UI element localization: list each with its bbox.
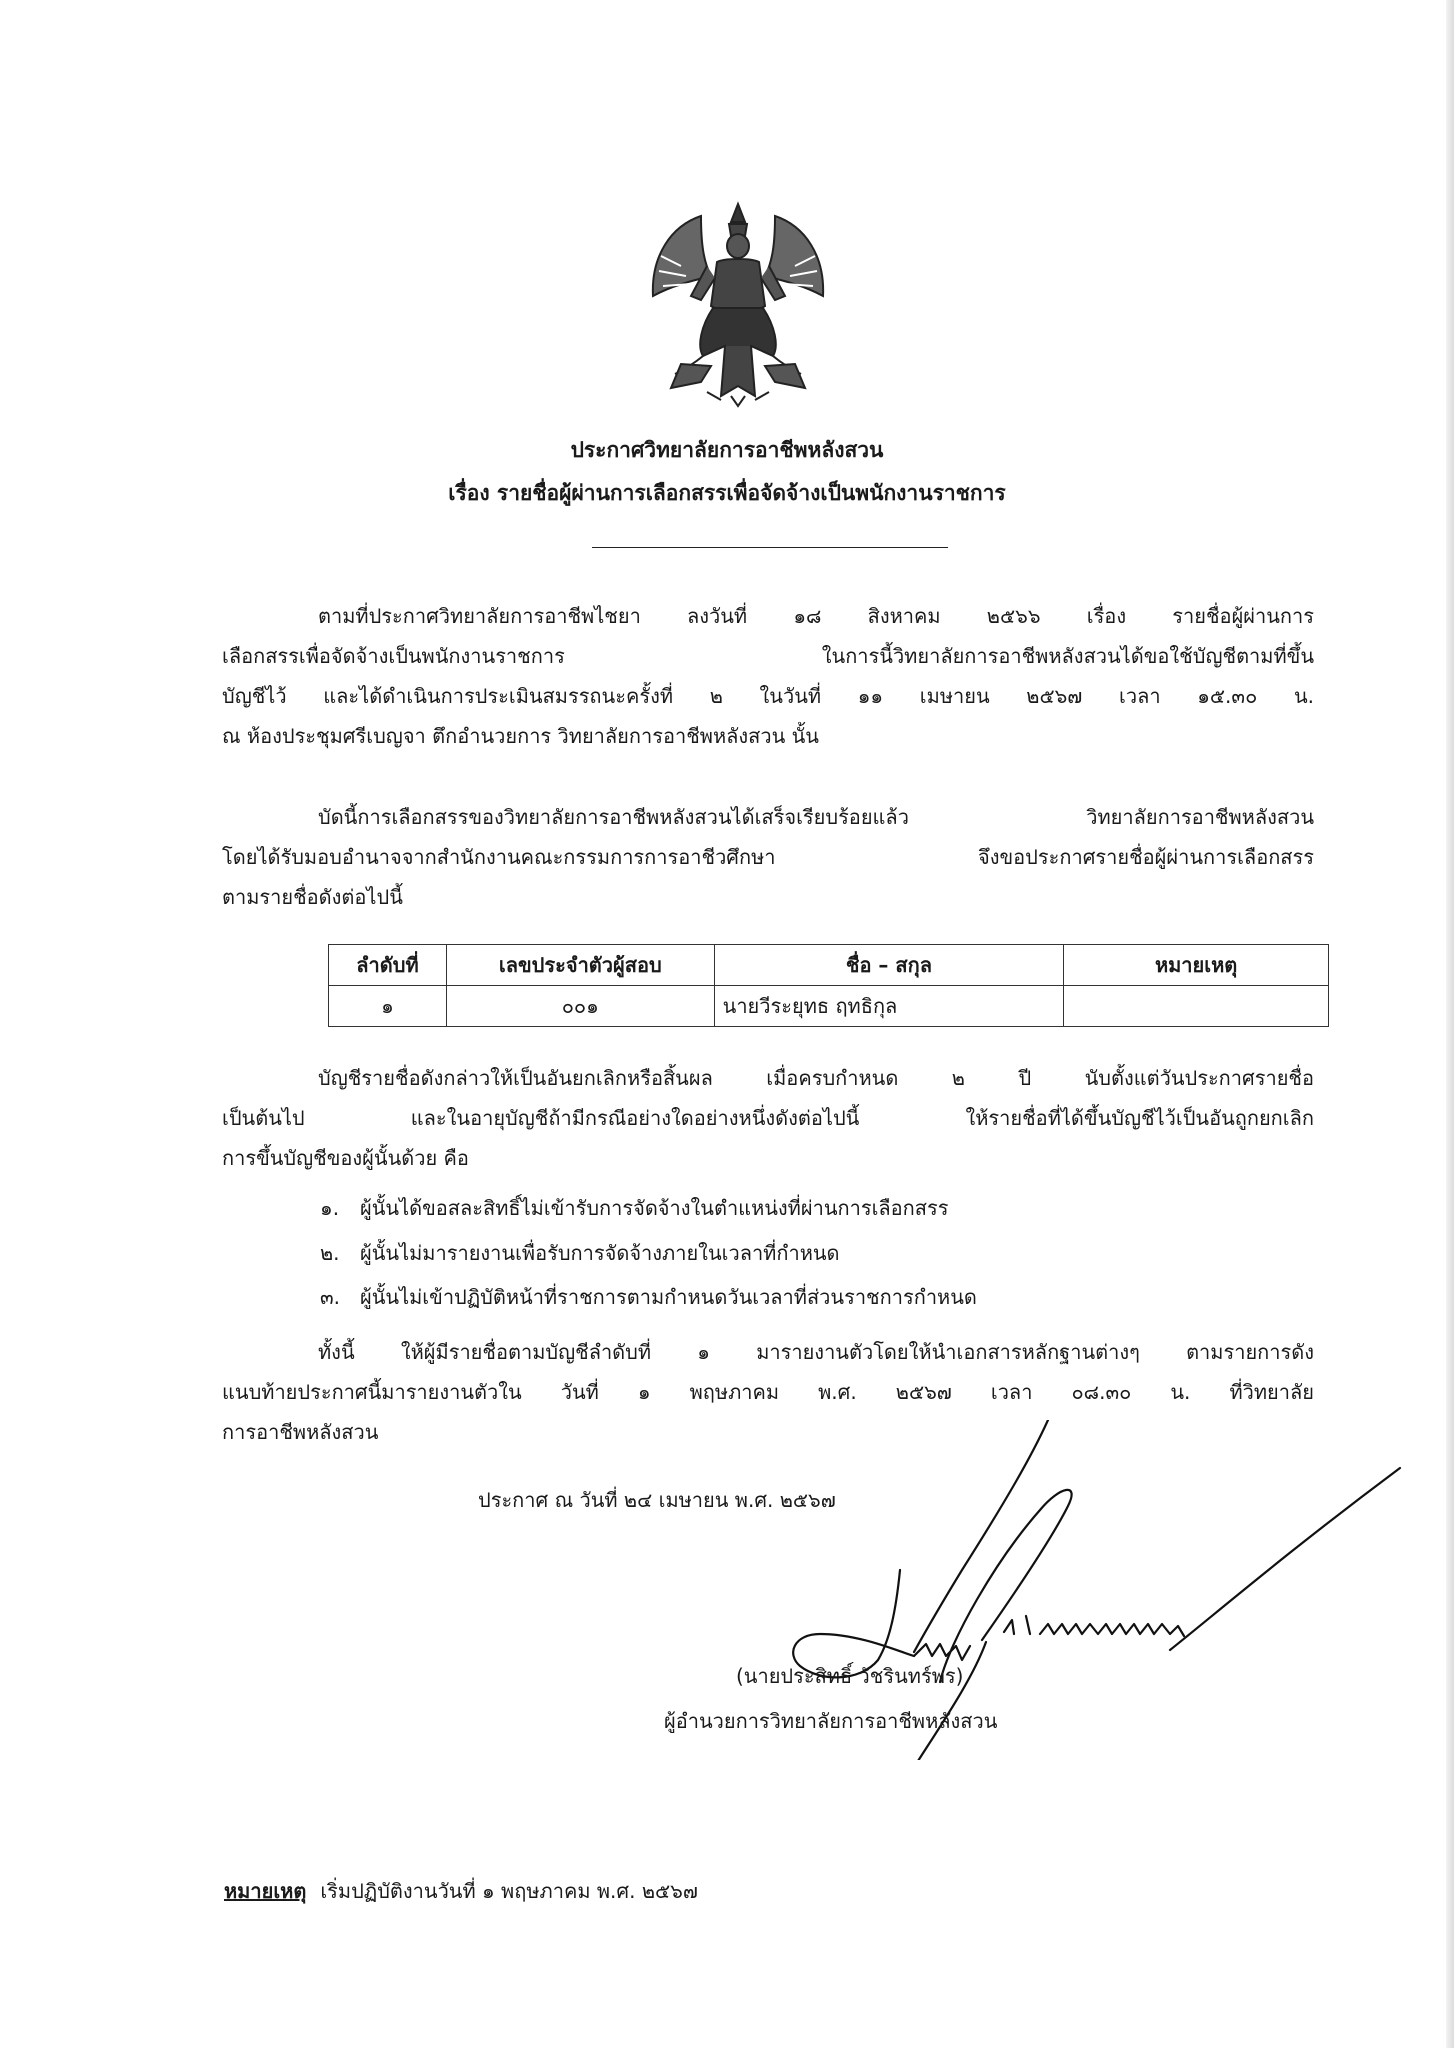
results-table: [328, 944, 1329, 1027]
signatory-name: (นายประสิทธิ์ วัชรินทร์พร): [736, 1664, 964, 1688]
paragraph-line: ตามที่ประกาศวิทยาลัยการอาชีพไชยา ลงวันที่ ๑๘ สิงหาคม ๒๕๖๖ เรื่อง รายชื่อผู้ผ่านการ: [318, 604, 1314, 628]
signatory-position: ผู้อำนวยการวิทยาลัยการอาชีพหลังสวน: [664, 1709, 998, 1733]
condition-number: ๑.: [320, 1196, 340, 1220]
column-header-order: ลำดับที่: [329, 945, 447, 986]
paragraph-line: เลือกสรรเพื่อจัดจ้างเป็นพนักงานราชการ ในการนี้วิทยาลัยการอาชีพหลังสวนได้ขอใช้บัญชีตามที่ขึ้น: [222, 644, 1314, 668]
paragraph-line: แนบท้ายประกาศนี้มารายงานตัวใน วันที่ ๑ พฤษภาคม พ.ศ. ๒๕๖๗ เวลา ๐๘.๓๐ น. ที่วิทยาลัย: [222, 1380, 1314, 1404]
column-header-exam-id: เลขประจำตัวผู้สอบ: [446, 945, 714, 986]
page-edge-shadow: [1446, 0, 1454, 2048]
footnote: [224, 1875, 698, 1907]
paragraph-1: [222, 596, 1314, 756]
paragraph-line: บัญชีรายชื่อดังกล่าวให้เป็นอันยกเลิกหรือสิ้นผล เมื่อครบกำหนด ๒ ปี นับตั้งแต่วันประกาศรายชื่อ: [318, 1066, 1314, 1090]
condition-number: ๓.: [320, 1285, 341, 1309]
condition-text: ผู้นั้นได้ขอสละสิทธิ์ไม่เข้ารับการจัดจ้างในตำแหน่งที่ผ่านการเลือกสรร: [360, 1196, 949, 1220]
paragraph-line: ณ ห้องประชุมศรีเบญจา ตึกอำนวยการ วิทยาลัยการอาชีพหลังสวน นั้น: [222, 724, 819, 748]
garuda-emblem-icon: [641, 196, 835, 408]
document-subject: เรื่อง รายชื่อผู้ผ่านการเลือกสรรเพื่อจัดจ้างเป็นพนักงานราชการ: [448, 481, 1006, 505]
condition-number: ๒.: [320, 1241, 340, 1265]
cell-remark: [1064, 986, 1329, 1027]
paragraph-2: [222, 797, 1314, 917]
condition-item: [320, 1237, 840, 1269]
footnote-text: เริ่มปฏิบัติงานวันที่ ๑ พฤษภาคม พ.ศ. ๒๕๖๗: [320, 1879, 698, 1903]
table-header-row: [329, 945, 1329, 986]
paragraph-line: การขึ้นบัญชีของผู้นั้นด้วย คือ: [222, 1146, 469, 1170]
cell-name: นายวีระยุทธ ฤทธิกุล: [714, 986, 1064, 1027]
paragraph-line: ทั้งนี้ ให้ผู้มีรายชื่อตามบัญชีลำดับที่ ๑ มารายงานตัวโดยให้นำเอกสารหลักฐานต่างๆ ตามรายการดัง: [318, 1340, 1314, 1364]
paragraph-line: บัดนี้การเลือกสรรของวิทยาลัยการอาชีพหลังสวนได้เสร็จเรียบร้อยแล้ว วิทยาลัยการอาชีพหลังสวน: [318, 805, 1314, 829]
condition-text: ผู้นั้นไม่มารายงานเพื่อรับการจัดจ้างภายในเวลาที่กำหนด: [360, 1241, 840, 1265]
announcement-date: ประกาศ ณ วันที่ ๒๔ เมษายน พ.ศ. ๒๕๖๗: [478, 1488, 836, 1512]
cell-order: ๑: [329, 986, 447, 1027]
column-header-name: ชื่อ – สกุล: [714, 945, 1064, 986]
table-row: [329, 986, 1329, 1027]
condition-item: [320, 1281, 977, 1313]
paragraph-line: ตามรายชื่อดังต่อไปนี้: [222, 885, 403, 909]
paragraph-line: การอาชีพหลังสวน: [222, 1420, 379, 1444]
paragraph-3: [222, 1058, 1314, 1178]
footnote-label: หมายเหตุ: [224, 1879, 307, 1903]
condition-text: ผู้นั้นไม่เข้าปฏิบัติหน้าที่ราชการตามกำหนดวันเวลาที่ส่วนราชการกำหนด: [360, 1285, 977, 1309]
paragraph-line: เป็นต้นไป และในอายุบัญชีถ้ามีกรณีอย่างใดอย่างหนึ่งดังต่อไปนี้ ให้รายชื่อที่ได้ขึ้นบัญชีไว้เป็นอันถูกยกเลิก: [222, 1106, 1314, 1130]
column-header-remark: หมายเหตุ: [1064, 945, 1329, 986]
paragraph-line: โดยได้รับมอบอำนาจจากสำนักงานคณะกรรมการการอาชีวศึกษา จึงขอประกาศรายชื่อผู้ผ่านการเลือกสรร: [222, 845, 1314, 869]
condition-item: [320, 1192, 948, 1224]
paragraph-line: บัญชีไว้ และได้ดำเนินการประเมินสมรรถนะครั้งที่ ๒ ในวันที่ ๑๑ เมษายน ๒๕๖๗ เวลา ๑๕.๓๐ น.: [222, 684, 1314, 708]
document-title: ประกาศวิทยาลัยการอาชีพหลังสวน: [570, 438, 884, 462]
cell-exam-id: ๐๐๑: [446, 986, 714, 1027]
title-separator: [592, 547, 948, 548]
